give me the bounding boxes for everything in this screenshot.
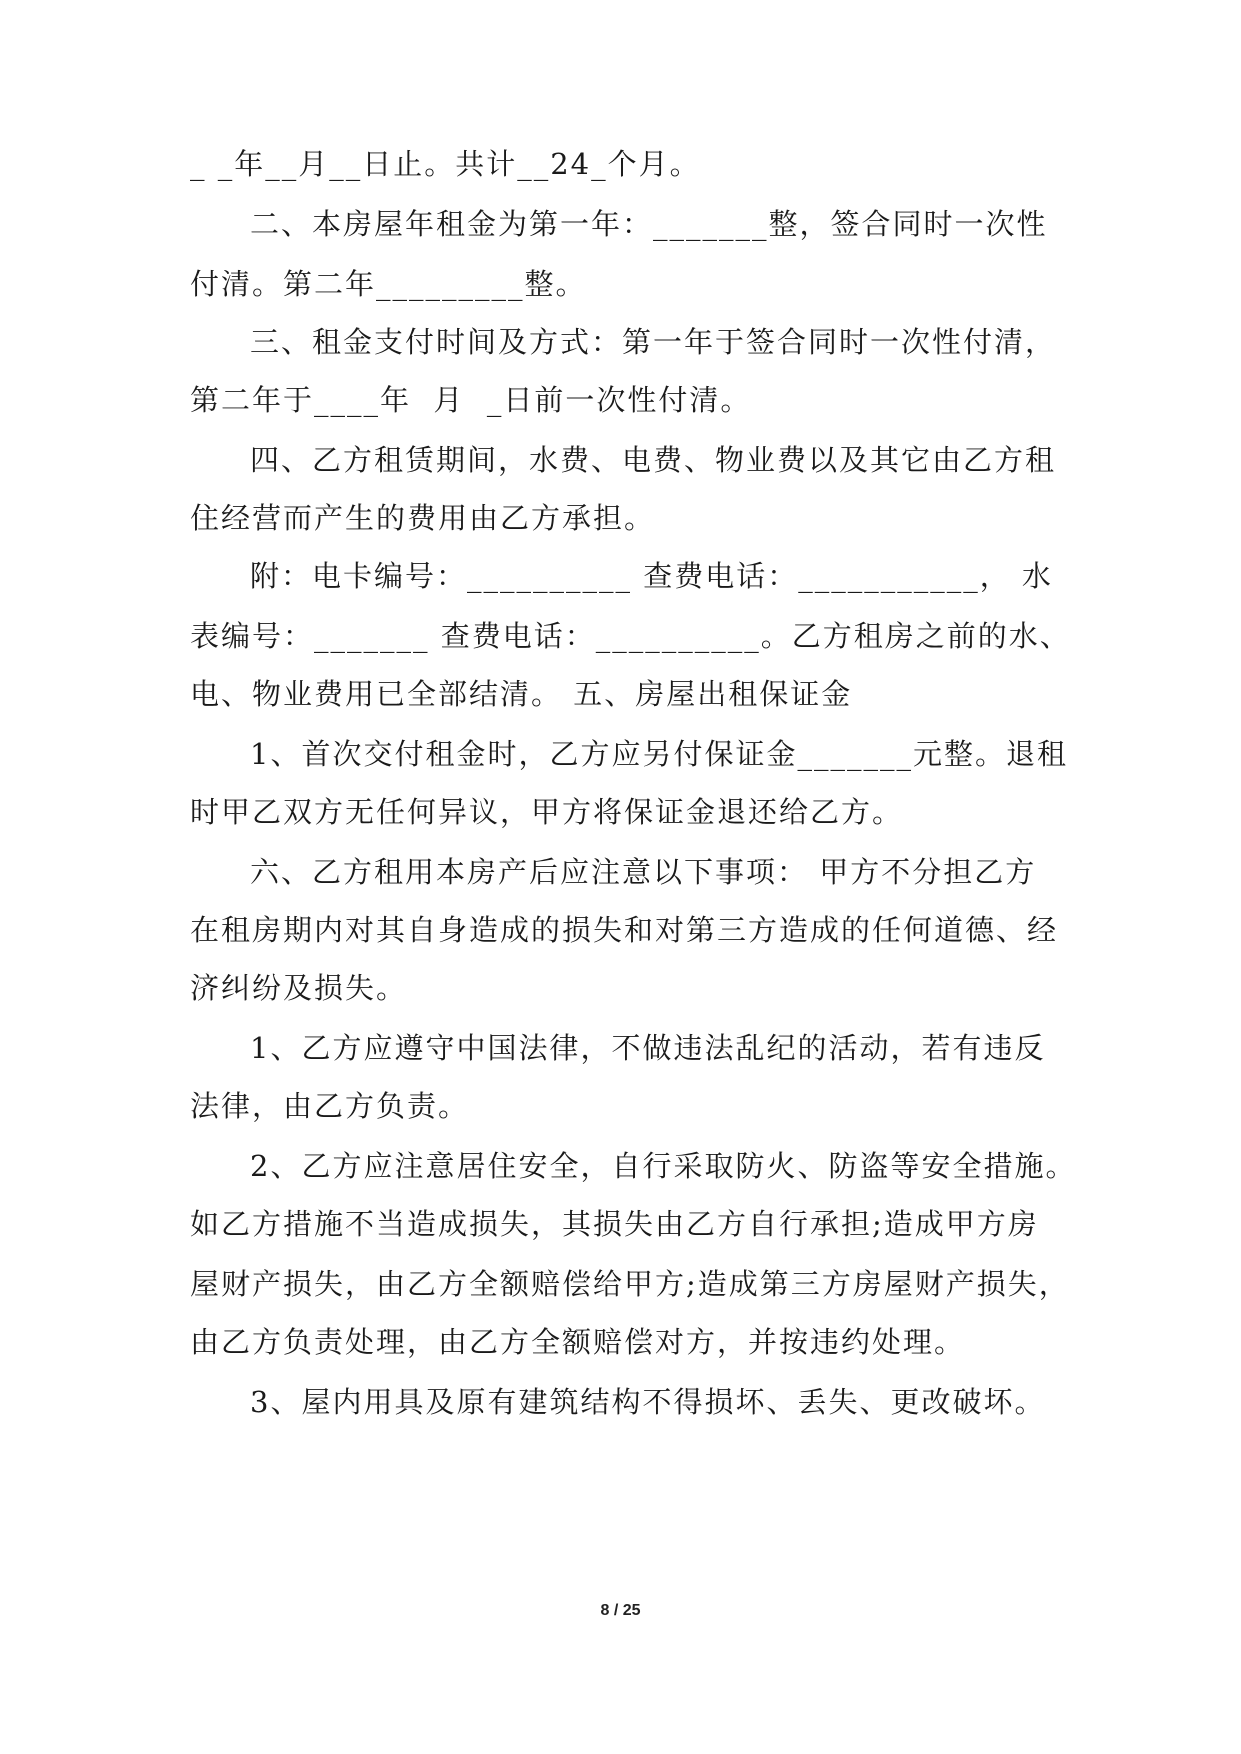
text-line: 3、屋内用具及原有建筑结构不得损坏、丢失、更改破坏。: [250, 1385, 1046, 1419]
text-line: 济纠纷及损失。: [190, 971, 408, 1005]
text-line: _ _年__月__日止。共计__24_个月。: [190, 147, 701, 181]
text-line: 由乙方负责处理，由乙方全额赔偿对方，并按违约处理。: [190, 1325, 966, 1359]
text-line: 三、租金支付时间及方式：第一年于签合同时一次性付清，: [250, 325, 1057, 359]
text-line: 如乙方措施不当造成损失，其损失由乙方自行承担;造成甲方房: [190, 1207, 1039, 1241]
text-line: 住经营而产生的费用由乙方承担。: [190, 501, 656, 535]
text-line: 附：电卡编号：__________ 查费电话：___________， 水: [250, 559, 1053, 593]
text-line: 在租房期内对其自身造成的损失和对第三方造成的任何道德、经: [190, 913, 1059, 947]
text-line: 屋财产损失，由乙方全额赔偿给甲方;造成第三方房屋财产损失，: [190, 1267, 1070, 1301]
text-line: 二、本房屋年租金为第一年：_______整，签合同时一次性: [250, 207, 1048, 241]
text-line: 付清。第二年_________整。: [190, 267, 587, 301]
text-line: 四、乙方租赁期间，水费、电费、物业费以及其它由乙方租: [250, 443, 1057, 477]
text-line: 法律，由乙方负责。: [190, 1089, 470, 1123]
page-number: 8 / 25: [600, 1602, 641, 1619]
text-line: 电、物业费用已全部结清。 五、房屋出租保证金: [190, 677, 853, 711]
text-line: 2、乙方应注意居住安全，自行采取防火、防盗等安全措施。: [250, 1149, 1077, 1183]
text-line: 1、乙方应遵守中国法律，不做违法乱纪的活动，若有违反: [250, 1031, 1046, 1065]
text-line: 1、首次交付租金时，乙方应另付保证金_______元整。退租: [250, 737, 1068, 771]
text-line: 表编号：_______ 查费电话：__________。乙方租房之前的水、: [190, 619, 1071, 653]
text-line: 时甲乙双方无任何异议，甲方将保证金退还给乙方。: [190, 795, 904, 829]
text-line: 第二年于____年 月 _日前一次性付清。: [190, 383, 752, 417]
text-line: 六、乙方租用本房产后应注意以下事项： 甲方不分担乙方: [250, 855, 1037, 889]
